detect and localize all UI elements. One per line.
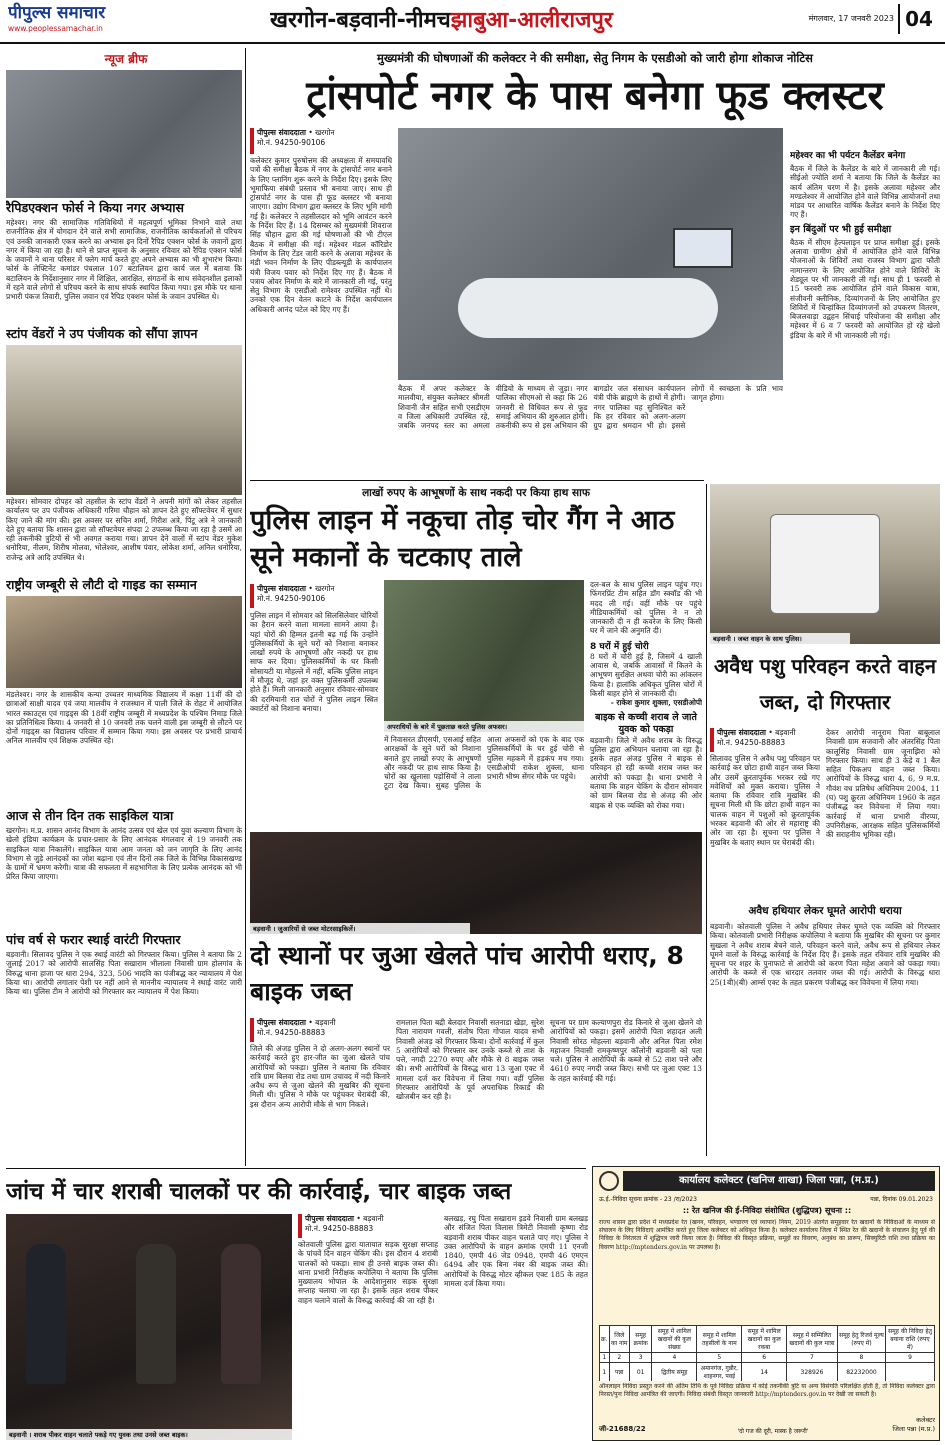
tender-col-num: 2 [609, 1353, 629, 1363]
animal-sub: अवैध हथियार लेकर घूमते आरोपी धराया [748, 905, 902, 917]
tender-cell: 01 [629, 1363, 651, 1382]
lead-side-body-1: बैठक में जिले के कैलेंडर के बारे में जानकारी ली गई। सीईओ ज्योति शर्मा ने बताया कि जिले के कैलेंडर का कार्य अंतिम चरण में है। इसके अलावा महेश्वर और मण्डलेश्वर में आयोजित होने वाले विभिन्न आयोजनों तथा मांडव पर आधारित वार्षिक कैलेंडर बनाने के निर्देश दिए गए हैं। [790, 164, 940, 220]
drunk-byline-phone: मो.नं. 94250-88883 [305, 1224, 374, 1233]
animal-body-3: बड़वानी। कोतवाली पुलिस ने अवैध हथियार लेकर घूमते एक व्यक्ति को गिरफ्तार किया। कोतवाली प्रभारी निरीक्षक कपोलिया ने बताया कि मुखबिर की सूचना पर कुमार सुखला ने अवैध शराब बेचने वाले, परिवहन करने वाले, अवैध रूप से हथियार लेकर घूमने वालों के विरुद्ध कार्रवाई के निर्देश दिए हैं। इसके तहत रविवार रात्रि मुखबिर की सूचना पर शहर के पुनाफाटे से आरोपी को करण पिता महेश अवाने को पकड़ा गया। आरोपी के कब्जे से एक धारदार तलवार जब्त की गई। आरोपी के विरुद्ध धारा 25(1बी)(बी) आर्म्स एक्ट के तहत प्रकरण पंजीबद्ध कर विवेचना में लिया गया। [710, 922, 940, 987]
page-number: 04 [898, 4, 938, 34]
police-body-3: दल-बल के साथ पुलिस लाइन पहुंच गए। फिंगरप्रिंट टीम सहित डॉग स्क्वॉड की भी मदद ली गई। वहीं मौके पर पहुंचे मीडियाकर्मियों को पुलिस ने न तो जानकारी दी न ही कवरेज के लिए किसी घर में जाने की अनुमति दी। [590, 580, 702, 636]
brief-head-4: आज से तीन दिन तक साइकिल यात्रा [6, 808, 174, 823]
lead-photo-caption-text: बैठक में अपर कलेक्टर के मालवीया, संयुक्त कलेक्टर श्रीमती शिवानी जैन सहित सभी एसडीएम व जिला अधिकारी उपस्थित रहे, जबकि जनपद स्तर का अमला वीडियो के माध्यम से जुड़ा। नगर पालिका सीएमओ से कहा कि 26 जनवरी से विधिवत रूप से फूड समाई अभियान की शुरुआत होगी। तकनीकी रूप से इस अभियान की बागडोर जल संसाधन कार्यपालन यंत्री पीके ब्राह्मणे के हाथों में होगी। नगर पालिका यह सुनिश्चित करें कि हर रविवार को अलग-अलग ग्रुप द्वारा श्रमदान भी हो। इससे लोगों में स्वच्छता के प्रति भाव जागृत होगा। [398, 384, 783, 431]
tender-th: समूह की निविदा हेतु बयाना राशि (रुपए में) [886, 1326, 935, 1353]
animal-story [710, 648, 940, 1158]
tender-ref-left: ऊ.ई.-निविदा सूचना क्रमांक - 23 /रा/2023 [599, 1196, 697, 1203]
bottom-rule [6, 1168, 586, 1169]
lead-byline: पीपुल्स संवाददाता • खरगोन मो.नं. 94250-90106 [250, 128, 400, 154]
tender-th: समूह में शामिल खदानों की कुल संख्या [652, 1326, 697, 1353]
drunk-body-2: बलखड़, रघु पिता सखाराम इडवे निवासी ग्राम बलखड़ और संजित पिता विलास त्रिमेटी निवासी कृष्णा रोड बड़वानी शराब पीकर वाहन चलाते पाए गए। पुलिस ने उक्त आरोपियों के वाहन क्रमांक एमपी 11 एनजी 1840, एमपी 46 जेड 0948, एमपी 46 एमएन 6494 और एक बिना नंबर की बाइक जब्त की। आरोपियों के विरुद्ध मोटर व्हीकल एक्ट 185 के तहत मामला दर्ज किया गया। [444, 1214, 588, 1289]
lead-story [250, 46, 940, 476]
tender-cell [886, 1363, 935, 1382]
tender-col-num: 9 [886, 1353, 935, 1363]
brief-body-1: महेश्वर। नगर की सामाजिक गतिविधियों में महत्वपूर्ण भूमिका निभाने वाले तथा राजनीतिक क्षेत्र में योगदान देने वाले सभी सामाजिक, राजनीतिक कार्यकर्ताओं से परिचय एवं उनकी जानकारी एकत्र करने का अभ्यास इन दिनों रैपिड एक्शन फोर्स के जवानों द्वारा नगर में किया जा रहा है। थाने से प्राप्त सूचना के अनुसार रविवार को रैपिड एक्शन फोर्स के जवानों ने थाना परिसर में फ्लेग मार्च करते हुए अपने अभ्यास का भी शुभारंभ किया। फोर्स के लेफ्टिनेंट कमांडर पंचलाल 107 बटालियन द्वारा कार्य जल में बताया कि बटालियन के निर्देशानुसार नगर में शिक्षित, आरक्षित, संगठनों के साथ संवेदनशील इलाकों में रहने वाले लोगों से परिचय करने के साथ संपर्क स्थापित किया गया। इस मौके पर थाना प्रभारी पंकज तिवारी, पुलिस जवान एवं रैपिड एक्शन फोर्स के जवान उपस्थित थे। [6, 218, 242, 302]
police-body-2: में निवासरत डीएसपी, एसआई सहित आरक्षकों के सूने घरों को निशाना बनाते हुए लाखों रुपए के आभूषणों और नकदी पर हाथ साफ किया है। चोरों का खुलासा पड़ोसियों ने ताला टूटा देख किया। सुबह पुलिस के आला अफसरों को एक के बाद एक पुलिसकर्मियों के घर हुई चोरी से पुलिस महकमे में हड़कंप मच गया। एसडीओपी राकेश शुक्ला, थाना प्रभारी भीष्म सेंगर मौके पर पहुंचे। [384, 735, 584, 791]
animal-body-1: सिलावद पुलिस ने अवैध पशु परिवहन पर कार्रवाई कर छोटा हाथी वाहन जब्त किया और उसमें क्रूरतापूर्वक भरकर रखे गए मवेशियों को मुक्त कराया। पुलिस ने बताया कि रविवार रात्रि मुखबिर की सूचना मिली थी कि छोटा हाथी वाहन का चालक वाहन में पशुओं को क्रूरतापूर्वक भरकर बड़वानी की ओर से महाराष्ट्र की ओर जा रहा है। सूचना पर पुलिस ने मुखबिर के बताए स्थान पर घेराबंदी की। [710, 754, 820, 847]
rapid-action-photo [6, 70, 242, 198]
tender-cell: पन्ना [609, 1363, 629, 1382]
tender-footer-text: ऑनलाइन निविदा प्रस्तुत करने की अंतिम तिथि के पूर्व निविदा प्रक्रिया में कोई तकनीकी त्रुटि या अन्य विसंगति परिलक्षित होती है, तो निविदा कलेक्टर द्वारा निरस्त/पुनः निविदा आमंत्रित की जाएगी। निविदा संबंधी विस्तृत जानकारी http://mptenders.gov.in पर देखी जा सकती है। [599, 1383, 935, 1398]
tender-cell: 1 [600, 1363, 610, 1382]
meeting-screen [673, 228, 733, 268]
jamboree-photo [6, 596, 242, 688]
gamble-story [250, 938, 702, 1168]
tender-th: जिले का नाम [609, 1326, 629, 1353]
police-photo-caption: अपराधियों के बारे में पूछताछ करते पुलिस अफसर। [384, 721, 584, 732]
brief-body-4: खरगोन। म.प्र. शासन आनंद विभाग के आनंद उत्सव एवं खेल एवं युवा कल्याण विभाग के खेलो इंडिया कार्यक्रम के प्रचार-प्रसार के लिए आनंदक मंगलवार से 19 जनवरी तक साइकिल यात्रा निकालेंगे। साइकिल यात्रा आम जनता को जन जागृति के लिए आनंद विभाग से जुड़े आनंदकों का जोश बढ़ाना एवं तीन दिनों तक जिले के विभिन्न विकासखण्ड के ग्रामों में भ्रमण करेगी। यात्रा की सफलता में सहभागिता के लिए प्रत्येक आनंदक को भी प्रेरित किया जाएगा। [6, 826, 242, 882]
drunk-byline: पीपुल्स संवाददाता • बड़वानी मो.नं. 94250-88883 [298, 1214, 438, 1238]
tender-th: समूह क्रमांक [629, 1326, 651, 1353]
person-figure-2 [136, 1244, 176, 1384]
tender-col-num: 7 [787, 1353, 838, 1363]
police-sub-1: 8 घरों में हुई चोरी [590, 641, 649, 652]
tender-th: समूह में शामिल खदानों का कुल रकबा [742, 1326, 787, 1353]
lead-byline-phone: मो.नं. 94250-90106 [257, 138, 326, 147]
brief-head-5: पांच वर्ष से फरार स्थाई वारंटी गिरफ्तार [6, 932, 181, 947]
lead-bottom-rule [250, 480, 704, 481]
police-body-5: बड़वानी। जिले में अवैध शराब के विरुद्ध पुलिस द्वारा अभियान चलाया जा रहा है। इसके तहत अंजड़ पुलिस ने बाइक से परिवहन हो रही कच्ची शराब जब्त कर आरोपी को पकड़ा है। थाना प्रभारी ने बताया कि वाहन चेकिंग के दौरान सोमवार को ग्राम बिलवा रोड से अंजड़ की ओर बाइक से एक व्यक्ति को रोका गया। [590, 735, 702, 810]
gamble-body-3: सूचना पर ग्राम कल्याणपुरा रोड किनारे से जुआ खेलने वो आरोपियों को पकड़ा। इसमें आरोपी पिता शहादत अली निवासी सोरठ मोहल्ला बड़वानी और अनिल पिता रमेश महाजन निवासी रामकृष्णपुर कॉलोनी बड़वानी को पता चले। पुलिस ने आरोपियों के कब्जे से 52 ताश पत्ते और 4610 रुपए नगदी जब्त किए। सभी पर जुआ एक्ट 13 के तहत कार्रवाई की गई। [550, 1018, 702, 1083]
lead-headline: ट्रांसपोर्ट नगर के पास बनेगा फूड क्लस्टर [306, 73, 884, 119]
brand-name: पीपुल्स समाचार [8, 3, 106, 23]
tender-cell: 328926 [787, 1363, 838, 1382]
tender-signatory-title: कलेक्टर [916, 1416, 935, 1424]
tender-office: कार्यालय कलेक्टर (खनिज शाखा) जिला पन्ना, (म.प्र.) [623, 1171, 935, 1191]
tender-table-colnums [600, 1353, 935, 1363]
tender-notice [592, 1166, 940, 1441]
column-divider-mid [706, 484, 707, 1156]
tender-cell: अमानगंज, गुन्नौर, शाहनगर, पवई [697, 1363, 742, 1382]
brief-body-3: मंडलेश्वर। नगर के शासकीय कन्या उच्चतर माध्यमिक विद्यालय में कक्षा 11वीं की दो छात्राओं साक्षी यादव एवं जया मालवीय ने राजस्थान में पाली जिले के रोहट में आयोजित भारत स्काउट्स एवं गाइड्स की 18वीं राष्ट्रीय जम्बूरी में मध्यप्रदेश के पश्चिम निमाड़ जिले का प्रतिनिधित्व किया। 4 जनवरी से 10 जनवरी तक चलने वाली इस जम्बूरी से लौटने पर दोनों गाइड्स का विद्यालय परिवार में सम्मान किया गया। इस अवसर पर प्रभारी प्राचार्य अनिल मालवीय एवं शिक्षक उपस्थित रहे। [6, 690, 242, 746]
police-byline-name: पीपुल्स संवाददाता [257, 584, 306, 593]
gamble-byline-name: पीपुल्स संवाददाता [257, 1018, 306, 1027]
gamble-body-1: जिले की अंजड़ पुलिस ने दो अलग-अलग स्थानों पर कार्रवाई करते हुए हार-जीत का जुआ खेलते पांच आरोपियों को पकड़ा। पुलिस ने बताया कि रविवार रात्रि ग्राम बिलवा रोड तथा ग्राम उचावद में नदी किनारे अवैध रूप से जुआ खेलने की मुखबिर की सूचना मिली थी। पुलिस ने मौके पर पहुंचकर घेराबंदी की, इस दौरान अन्य आरोपी मौके से भाग निकले। [250, 1044, 390, 1109]
gamble-headline: दो स्थानों पर जुआ खेलते पांच आरोपी धराए, 8 बाइक जब्त [250, 941, 684, 1006]
issue-date: मंगलवार, 17 जनवरी 2023 [808, 14, 894, 23]
tender-th: समूह में सम्मिलित खदानों की कुल मात्रा [787, 1326, 838, 1353]
lead-sidebar [790, 150, 940, 476]
tender-table-wrap [599, 1325, 935, 1381]
drunk-photo-caption: बड़वानी । शराब पीकर वाहन चलाते पकड़े गए युवक तथा उनसे जब्त बाइक। [6, 1429, 292, 1440]
tender-col-num: 3 [629, 1353, 651, 1363]
tender-th: समूह में शामिल तहसीलों के नाम [697, 1326, 742, 1353]
seized-van-caption: बड़वानी । जब्त वाहन के साथ पुलिस। [710, 633, 850, 644]
brand-url[interactable]: www.peoplessamachar.in [8, 24, 103, 33]
drunk-drivers-photo [6, 1214, 292, 1440]
seized-bikes-caption: बड़वानी । जुआरियों से जब्त मोटरसाइकिलें। [250, 923, 470, 934]
table-row [600, 1363, 935, 1382]
animal-byline-phone: मो.नं. 94250-88883 [717, 738, 786, 747]
police-byline-phone: मो.नं. 94250-90106 [257, 594, 326, 603]
animal-headline: अवैध पशु परिवहन करते वाहन जब्त, दो गिरफ्तार [713, 654, 937, 714]
police-officers-photo [384, 580, 584, 732]
lead-meeting-photo [398, 128, 783, 380]
person-figure-3 [221, 1244, 261, 1384]
animal-byline: पीपुल्स संवाददाता • बड़वानी मो.नं. 94250-88883 [710, 728, 850, 752]
brief-body-2: महेश्वर। सोमवार दोपहर को तहसील के स्टांप वेंडरों ने अपनी मांगों को लेकर तहसील कार्यालय पर उप पंजीयक अधिकारी गरिमा चौहान को ज्ञापन देते हुए सॉफ्टवेयर में सुधार किए जाने की मांग की। इस अवसर पर सचिन शर्मा, गिरीश अत्रे, पिंटू अत्रे ने जानकारी देते हुए बताया कि शासन द्वारा जो सॉफ्टवेयर संपदा 2 उपलब्ध किया जा रहा है उसमें आ रही तकनीकी त्रुटियों से भी अवगत कराया गया। ज्ञापन देने वालों में स्टांप वेंडर मुकेश धनोरिया, नीलम, शिरीष मोलवा, भोलेश्वर, आशीष पंवार, लोकेश शर्मा, अनिल धनोरिया, राजेन्द्र अत्रे आदि उपस्थित थे। [6, 497, 242, 562]
seized-bikes-photo [250, 832, 702, 934]
person-figure-1 [26, 1244, 66, 1384]
gamble-byline: पीपुल्स संवाददाता • बड़वानी मो.नं. 94250-88883 [250, 1018, 390, 1042]
news-brief-label [66, 48, 186, 70]
tender-th: क्र. [600, 1326, 610, 1353]
lead-side-head-2: इन बिंदुओं पर भी हुई समीक्षा [790, 223, 892, 235]
tender-table [599, 1325, 935, 1381]
region-title [270, 4, 740, 38]
news-brief-label-text: न्यूज ब्रीफ [104, 52, 148, 66]
tender-cell: द्वितीय समूह [652, 1363, 697, 1382]
tender-code: जी-21688/22 [599, 1425, 646, 1433]
drunk-byline-place: बड़वानी [363, 1214, 384, 1223]
region-title-red: झाबुआ-आलीराजपुर [450, 8, 613, 33]
seized-van-photo [710, 484, 940, 644]
brief-body-5: बड़वानी। सिलावद पुलिस ने एक स्थाई वारंटी को गिरफ्तार किया। पुलिस ने बताया कि 2 जुलाई 2017 को आरोपी सालसिंह पिता सखाराम भीलाला निवासी ग्राम होलगांव के विरुद्ध थाना हाजा पर धारा 294, 323, 506 भादवि का पंजीबद्ध कर न्यायालय में पेश किया था। आरोपी लगातार पेशी पर नहीं आने से माननीय न्यायालय ने स्थाई वारंट जारी किया था। पुलिस टीम ने आरोपी को गिरफ्तार कर न्यायालय में पेश किया। [6, 950, 242, 997]
gamble-byline-place: बड़वानी [315, 1018, 336, 1027]
lead-byline-place: खरगोन [315, 128, 335, 137]
police-byline: पीपुल्स संवाददाता • खरगोन मो.नं. 94250-90106 [250, 584, 390, 608]
police-byline-place: खरगोन [315, 584, 335, 593]
tender-col-num: 8 [837, 1353, 885, 1363]
tender-seal-icon [599, 1171, 619, 1191]
animal-byline-place: बड़वानी [775, 728, 796, 737]
masthead [0, 0, 945, 44]
stamp-vendor-photo [6, 345, 242, 495]
lead-body-1: कलेक्टर कुमार पुरुषोत्तम की अध्यक्षता में समयावधि पत्रों की समीक्षा बैठक में नगर के ट्रांसपोर्ट नगर बनाने के लिए प्लानिंग शुरू करने के निर्देश दिए। इसके लिए भूमाफिया संबंधी प्रस्ताव भी बनाया जाए। साथ ही ट्रांसपोर्ट नगर के पास ही फूड क्लस्टर भी बनाया जाएगा। उद्योग विभाग द्वारा क्लस्टर के लिए भूमि मांगी गई है। कलेक्टर ने तहसीलदार को भूमि आवंटन करने के निर्देश दिए हैं। 14 दिसम्बर को मुख्यमंत्री शिवराज सिंह चौहान द्वारा की गई घोषणाओं की भी टीएल बैठक में समीक्षा की गई। महेश्वर मंडल कॉरिडोर निर्माण के लिए टेंडर जारी करने के अलावा महेश्वर के मंडी भवन निर्माण के लिए पीडब्ल्यूडी के कार्यपालन यंत्री विजय पवार को निर्देश दिए गए हैं। बैठक में पत्राय ओवर निर्माण के बारे में जानकारी ली गई, परंतु सेतु विभाग के एसडीओ रामेश्वर उपस्थित नहीं थे। उनको एक दिन वेतन काटने के निर्देश कार्यपालन अधिकारी आनंद पटेल को दिए गए हैं। [250, 156, 392, 314]
tender-signatory [855, 1415, 935, 1439]
police-headline: पुलिस लाइन में नकूचा तोड़ चोर गैंग ने आठ सूने मकानों के चटकाए ताले [250, 505, 675, 573]
tender-cell: 82232000 [837, 1363, 885, 1382]
lead-side-body-2: बैठक में सीएम हेल्पलाइन पर प्राप्त समीक्षा हुई। इसके अलावा ग्रामीण क्षेत्रों में आयोजित होने वाले विभिन्न योजनाओं के शिविरों तथा राजस्व विभाग द्वारा फौती नामान्तरण के लिए आयोजित होने वाले शिविरों के शेड्यूल पर भी जानकारी ली गई। साथ ही 1 फरवरी से 15 फरवरी तक आयोजित होने वाले विकास यात्रा, संजीवनी क्लीनिक, दिव्यांगजनों के लिए आयोजित हुए शिविरों में चिन्हांकित दिव्यांगजनों को उपकरण वितरण, बिजलवाड़ा उद्वहन सिंचाई परियोजना की समीक्षा और महेश्वर में 6 व 7 फरवरी को आयोजित हो रहे खेलो इंडिया के बारे में भी जानकारी ली गई। [790, 237, 940, 340]
tender-col-num: 1 [600, 1353, 610, 1363]
drunk-byline-name: पीपुल्स संवाददाता [305, 1214, 354, 1223]
tender-ref-right: पन्ना, दिनांक 09.01.2023 [870, 1196, 933, 1203]
tender-col-num: 5 [697, 1353, 742, 1363]
drunk-body-1: कोतवाली पुलिस द्वारा यातायात सड़क सुरक्षा सप्ताह के पांचवें दिन वाहन चेकिंग की। इस दौरान 4 शराबी चालकों को पकड़ा। साथ ही उनसे बाइक जब्त की। थाना प्रभारी निरीक्षक कपोलिया ने बताया कि पुलिस मुख्यालय भोपाल के आदेशानुसार सड़क सुरक्षा सप्ताह चलाया जा रहा है। इसके तहत शराब पीकर वाहन चलाने वालों के विरुद्ध कार्रवाई की जा रही है। [298, 1240, 438, 1305]
animal-body-2: देकर आरोपी नानूराम पिता बाबूलाल निवासी ग्राम सजवानी और अंतरसिंह पिता कालूसिंह निवासी ग्राम जूनाझिरा को गिरफ्तार किया। साथ ही 3 केड़े व 1 बैल सहित पिकअप वाहन जब्त किया। आरोपियों के विरुद्ध धारा 4, 6, 9 म.प्र. गौवंश वध प्रतिषेध अधिनियम 2004, 11 (घ) पशु क्रूरता अधिनियम 1960 के तहत पंजीबद्ध कर विवेचना में लिया गया। कार्रवाई में थाना प्रभारी वीरप्पा, उपनिरीक्षक, आरक्षक सहित पुलिसकर्मियों की सराहनीय भूमिका रही। [826, 728, 940, 840]
van-shape [770, 514, 880, 614]
brief-head-3: राष्ट्रीय जम्बूरी से लौटी दो गाइड का सम्मान [6, 577, 197, 592]
police-body-4: 8 घरों में चोरी हुई है, जिसमें 4 खाली आवास थे, जबकि आवासों में कितने के आभूषण सुरक्षित अथवा चोरी का आंकलन किया है। हालांकि अधिकृत पुलिस चोरों में किसी बाहर होने से जानकारी दी। [590, 651, 702, 698]
tender-body: राज्य शासन द्वारा प्रदेश में मध्यप्रदेश रेत (खनन, परिवहन, भण्डारण एवं व्यापार) नियम, 2019 अंतर्गत समूहवार रेत खदानों के निविदाओं के माध्यम से संचालन के लिए निविदाएं आमंत्रित करते हुए जिला कलेक्टर को अधिकृत किया है। कलेक्टर कार्यालय जिला में स्थित रेत की खदानों के संचालन हेतु पूर्व की निविदा के निरंतरता में शुद्धिपत्र जारी किया जाता है। निविदा की विस्तृत प्रक्रिया, समूहों का विवरण, अनुबंध का प्रारूप, सिक्युरिटी राशि तथा प्रक्रिया का विवरण http://mptenders.gov.in पर उपलब्ध है। [599, 1219, 935, 1251]
animal-byline-name: पीपुल्स संवाददाता [717, 728, 766, 737]
tender-signatory-place: जिला पन्ना (म.प्र.) [892, 1425, 935, 1433]
brief-head-2: स्टांप वेंडरों ने उप पंजीयक को सौंपा ज्ञापन [6, 326, 198, 341]
tender-slogan: 'दो गज की दूरी, मास्क है जरूरी' [737, 1428, 809, 1435]
brand-logo [8, 2, 203, 42]
tender-col-num: 4 [652, 1353, 697, 1363]
tender-col-num: 6 [742, 1353, 787, 1363]
police-kicker: लाखों रुपए के आभूषणों के साथ नकदी पर किया हाथ साफ [362, 487, 590, 499]
region-title-black: खरगोन-बड़वानी-नीमच [270, 8, 451, 33]
column-divider-left [245, 48, 246, 1166]
meeting-table [458, 278, 718, 338]
brief-head-1: रैपिडएक्शन फोर्स ने किया नगर अभ्यास [6, 200, 184, 215]
lead-side-head-1: महेश्वर का भी पर्यटन कैलेंडर बनेगा [790, 151, 906, 161]
tender-title: :: रेत खनिज की ई-निविदा संशोधित (शुद्धिपत्र) सूचना :: [682, 1206, 852, 1215]
lead-byline-name: पीपुल्स संवाददाता [257, 128, 306, 137]
gamble-body-2: रामलाल पिता बद्री बेलदार निवासी सतनाडा खेड़ा, सुरेश पिता नारायण गवली, संतोष पिता गोपाल यादव सभी निवासी अंजड़ को गिरफ्तार किया। दोनों कार्रवाई में कुल 5 आरोपियों को गिरफ्तार कर उनके कब्जे से ताश के पत्ते, नगदी 2270 रुपए और मौके से 8 बाइक जब्त की। सभी आरोपियों के विरुद्ध धारा 13 जुआ एक्ट में मामला दर्ज कर विवेचना में लिया गया। वहीं पुलिस गिरफ्तार आरोपियों के पूर्व अपराधिक रिकार्ड की खोजबीन कर रही है। [396, 1018, 544, 1102]
police-body-1: पुलिस लाइन में सोमवार को सिलसिलेवार चोरियों का हैरान करने वाला मामला सामने आया है। यहां चोरों की हिम्मत इतनी बढ़ गई कि उन्होंने पुलिसकर्मियों के सूने घरों को निशाना बनाकर लाखों रुपये के आभूषणों और नकदी पर हाथ साफ कर दिया। पुलिसकर्मियों के घर किसी सोसायटी या मोहल्ले में नहीं, बल्कि पुलिस लाइन में मौजूद थे, जहां हर वक्त पुलिसकर्मी उपलब्ध होते हैं। मिली जानकारी अनुसार रविवार-सोमवार की दरमियानी रात चोरों ने पुलिस लाइन स्थित क्वार्टरों को निशाना बनाया। [250, 611, 378, 713]
drunk-headline: जांच में चार शराबी चालकों पर की कार्रवाई, चार बाइक जब्त [6, 1179, 512, 1205]
tender-table-header [600, 1326, 935, 1353]
police-signoff: - राकेश कुमार शुक्ला, एसडीओपी [610, 698, 702, 708]
lead-kicker: मुख्यमंत्री की घोषणाओं की कलेक्टर ने की समीक्षा, सेतु निगम के एसडीओ को जारी होगा शोकाज नोटिस [377, 51, 813, 65]
gamble-byline-phone: मो.नं. 94250-88883 [257, 1028, 326, 1037]
police-sub-2: बाइक से कच्ची शराब ले जाते युवक को पकड़ा [595, 711, 697, 735]
tender-cell: 14 [742, 1363, 787, 1382]
drunk-story [6, 1172, 588, 1442]
tender-th: समूह हेतु रिजर्व मूल्य (रुपए में) [837, 1326, 885, 1353]
masthead-rule [0, 42, 945, 44]
